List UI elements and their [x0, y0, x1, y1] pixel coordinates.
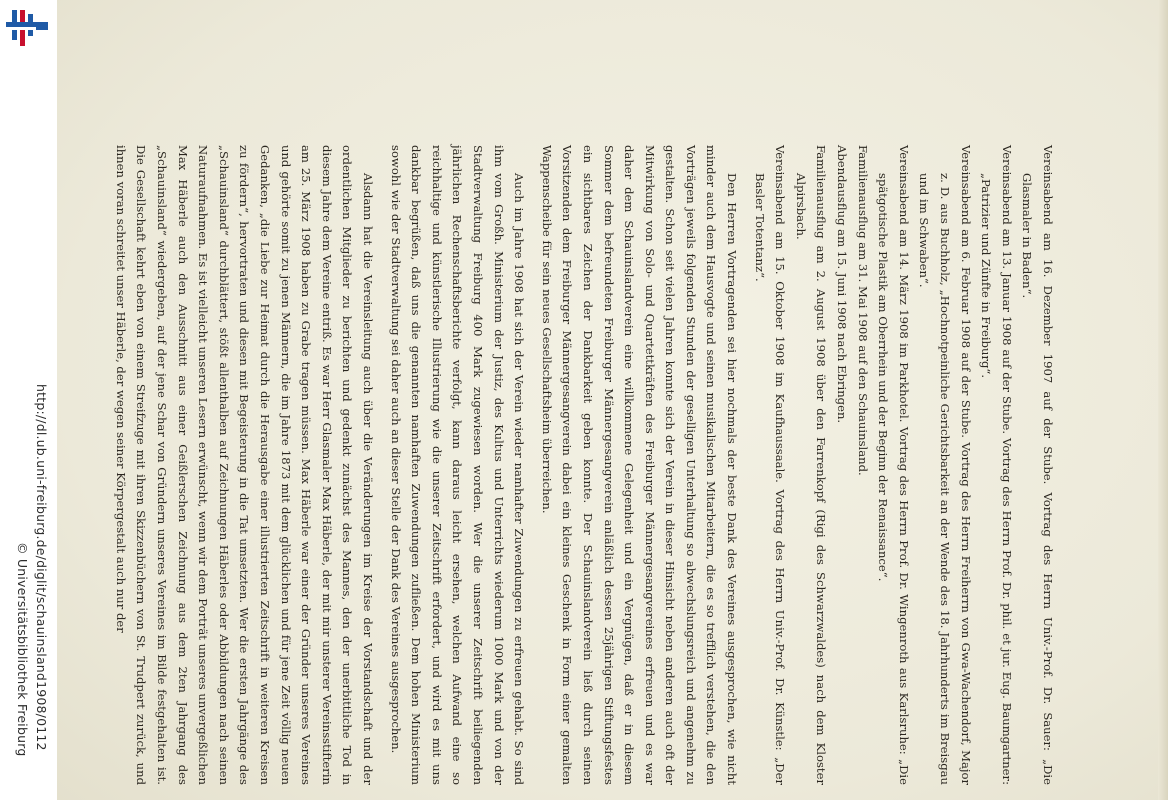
- event-entry: Vereinsabend am 15. Oktober 1908 im Kaufhaussaale. Vortrag des Herrn Univ.-Prof. Dr. Künstle: „Der Basler Totentanz“.: [752, 145, 788, 785]
- event-entry: Vereinsabend am 13. Januar 1908 auf der Stube. Vortrag des Herrn Prof. Dr. phil. et jur. Eug. Baumgartner: „Patrizier und Zünfte in Freiburg“.: [979, 145, 1014, 785]
- body-paragraph: Auch im Jahre 1908 hat sich der Verein wieder namhafter Zuwendungen zu erfreuen gehabt. So sind ihm vom Großh. Ministerium der Justiz, des Kultus und Unterrichts wiederum 1000 Mark und von der Stadtverwaltung Freiburg 400 Mark zugewiesen worden. Wer die unserer Zeitschrift beiliegenden jährlichen Rechenschaftsberichte verfolgt, kann daraus leicht ersehen, welchen Aufwand eine so reichhaltige und künstlerische Illustrierung wie die unserer Zeitschrift erfordert, und wird es mit uns dankbar begrüßen, daß uns die genannten namhaften Zuwendungen zufließen. Dem hohen Ministerium sowohl wie der Stadtverwaltung sei daher auch an dieser Stelle der Dank des Vereines ausgesprochen.: [388, 145, 527, 785]
- body-paragraph: Den Herren Vortragenden sei hier nochmals der beste Dank des Vereines ausgesprochen, wie nicht minder auch dem Hausvogte und seinen musikalischen Mitarbeitern, die es so trefflich verstehen, die den Vorträgen jeweils folgenden Stunden der geselligen Unterhaltung so abwechslungsreich und angenehm zu gestalten. Schon seit vielen Jahren konnte sich der Verein in dieser Hinsicht neben anderen auch oft der Mitwirkung von Solo- und Quartettkräften des Freiburger Männergesangvereines erfreuen und es war daher dem Schauinslandverein eine willkommene Gelegenheit und ein Vergnügen, daß er in diesem Sommer dem befreundeten Freiburger Männergesangverein anläßlich dessen 25jährigen Stiftungsfestes ein sichtbares Zeichen der Dankbarkeit geben konnte. Der Schauinslandverein ließ durch seinen Vorsitzenden dem Freiburger Männergesangverein dabei ein kleines Geschenk in Form einer gemalten Wappenscheibe für sein neues Gesellschaftsheim überreichen.: [539, 145, 740, 785]
- source-url-label[interactable]: http://dl.ub.uni-freiburg.de/diglit/schauinsland1908/0112: [34, 384, 49, 751]
- spacer: [378, 145, 385, 785]
- event-entry: Vereinsabend am 16. Dezember 1907 auf der Stube. Vortrag des Herrn Univ.-Prof. Dr. Sauer: „Die Glasmaler in Baden“.: [1020, 145, 1055, 785]
- body-paragraph: Alsdann hat die Vereinsleitung auch über die Veränderungen im Kreise der Vorstandschaft und der ordentlichen Mitglieder zu berichten und gedenkt zunächst des Mannes, den der unerbittliche Tod in diesem Jahre dem Vereine entriß. Es war Herr Glasmaler Max Häberle, der mit mir unsterer Vereinsstifterin am 25. März 1908 haben zu Grabe tragen müssen. Max Häberle war einer der Gründer unseres Vereines und gehörte somit zu jenen Männern, die im Jahre 1873 mit dem glücklichen und für jene Zeit völlig neuen Gedanken, „die Liebe zur Heimat durch die Herausgabe einer illustrierten Zeitschrift in weiteren Kreisen zu fördern“, hervortraten und diesen mit Begeisterung in die Tat umsetzten. Wer die ersten Jahrgänge des „Schauinsland“ durchblättert, stößt allenthalben auf Zeichnungen Häberles oder Abbildungen nach seinen Naturaufnahmen. Es ist vielleicht unseren Lesern erwünscht, wenn wir dem Porträt unseres unvergeßlichen Max Häberle auch den Ausschnitt aus einer Geißlerschen Zeichnung aus dem 2ten Jahrgang des „Schauinsland“ wiedergeben, auf der jene Schar von Gründern unseres Vereines im Bilde festgehalten ist. Die Gesellschaft kehrt eben von einem Streifzuge mit ihren Skizzenbüchern von St. Trudpert zurück, und ihnen voran schreitet unser Häberle, der wegen seiner Körpergestalt auch nur der: [113, 145, 375, 785]
- document-body: [110, 145, 1058, 785]
- event-entry: Abendausflug am 15. Juni 1908 nach Ebringen.: [835, 145, 850, 424]
- event-entry: Vereinsabend am 14. März 1908 im Parkhotel. Vortrag des Herrn Prof. Dr. Wingenroth aus Karlsruhe: „Die spätgotische Plastik am Oberrhein und der Beginn der Renaissance“.: [876, 145, 911, 785]
- event-entry: Vereinsabend am 6. Februar 1908 auf der Stube. Vortrag des Herrn Freiherrn von Gwa-Wachendorf, Major z. D. aus Buchholz, „Hochnotpeinliche Gerichtsbarkeit an der Wende des 18. Jahrhunderts im Breisgau und im Schwaben“.: [917, 145, 973, 785]
- event-entry: Familienausflug am 2. August 1908 über den Farrenkopf (Rigi des Schwarzwaldes) nach dem Kloster Alpirsbach.: [793, 145, 829, 785]
- copyright-label: © Universitätsbibliothek Freiburg: [15, 542, 30, 757]
- viewer-sidebar: [0, 0, 58, 800]
- page-edge: [1158, 0, 1168, 800]
- spacer: [742, 145, 749, 785]
- spacer: [529, 145, 536, 785]
- event-entry: Familienausflug am 31. Mai 1908 auf den Schauinsland.: [855, 145, 870, 476]
